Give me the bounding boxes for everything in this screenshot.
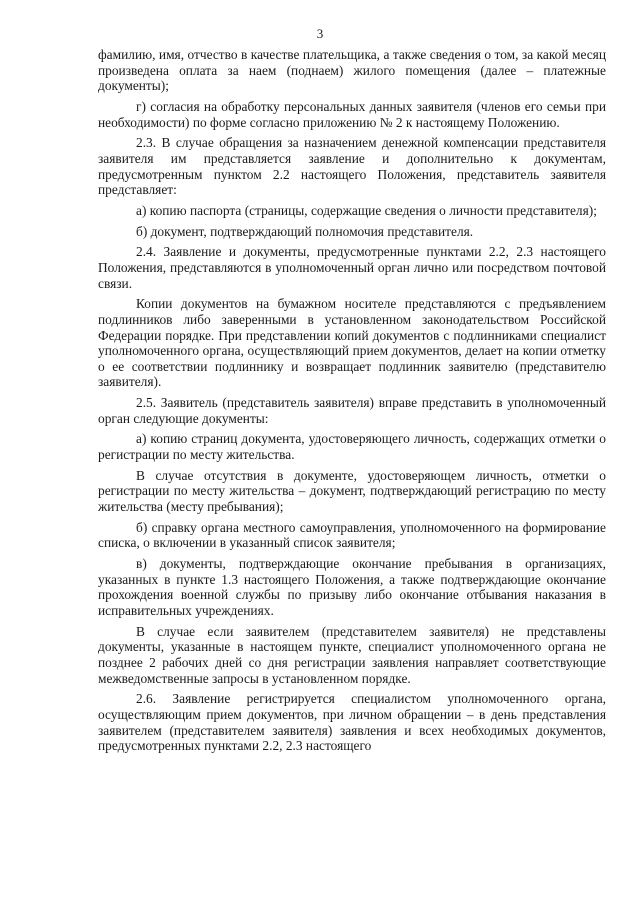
paragraph-2-5-a-absence: В случае отсутствия в документе, удостоверяющем личность, отметки о регистрации по месту жительства – документ, подтверждающий регистрацию по месту жительства (месту пребывания); — [98, 467, 606, 515]
paragraph-2-3-a: а) копию паспорта (страницы, содержащие сведения о личности представителя); — [136, 202, 597, 218]
paragraph-2-4-copies: Копии документов на бумажном носителе представляются с предъявлением подлинников либо заверенными в установленном законодательством Российской Федерации порядке. При представлении копий документов с подлинниками специалист уполномоченного органа, осуществляющий прием документов, делает на копии отметку о ее соответствии подлиннику и возвращает подлинник заявителю (представителю заявителя). — [98, 296, 606, 390]
paragraph-2-4: 2.4. Заявление и документы, предусмотренные пунктами 2.2, 2.3 настоящего Положения, представляются в уполномоченный орган лично или посредством почтовой связи. — [98, 244, 606, 291]
paragraph-2-5-a: а) копию страниц документа, удостоверяющего личность, содержащих отметки о регистрации по месту жительства. — [98, 431, 606, 463]
paragraph-2-5-v: в) документы, подтверждающие окончание пребывания в организациях, указанных в пункте 1.3 настоящего Положения, а также подтверждающие окончание прохождения военной службы по призыву либо окончание отбывания наказания в исправительных учреждениях. — [98, 556, 606, 618]
paragraph-2-5: 2.5. Заявитель (представитель заявителя) вправе представить в уполномоченный орган следующие документы: — [98, 395, 606, 426]
paragraph-2-6: 2.6. Заявление регистрируется специалистом уполномоченного органа, осуществляющим прием документов, при личном обращении – в день представления заявителем (представителем заявителя) заявления и всех необходимых документов, предусмотренных пунктами 2.2, 2.3 настоящего — [98, 691, 606, 754]
page-number: 3 — [316, 26, 324, 41]
paragraph-2-3: 2.3. В случае обращения за назначением денежной компенсации представителя заявителя им представляется заявление и дополнительно к документам, предусмотренным пунктом 2.2 настоящего Положения, представитель заявителя представляет: — [98, 135, 606, 198]
document-body — [98, 47, 606, 759]
paragraph-payment-documents-continued: фамилию, имя, отчество в качестве плательщика, а также сведения о том, за какой месяц произведена оплата за наем (поднаем) жилого помещения (далее – платежные документы); — [98, 47, 606, 94]
paragraph-2-5-b: б) справку органа местного самоуправления, уполномоченного на формирование списка, о включении в указанный список заявителя; — [98, 519, 606, 551]
paragraph-2-5-requests: В случае если заявителем (представителем заявителя) не представлены документы, указанные в настоящем пункте, специалист уполномоченного органа не позднее 2 рабочих дней со дня регистрации заявления направляет соответствующие межведомственные запросы в установленном порядке. — [98, 623, 606, 686]
paragraph-2-2-g-consent: г) согласия на обработку персональных данных заявителя (членов его семьи при необходимости) по форме согласно приложению № 2 к настоящему Положению. — [98, 98, 606, 130]
paragraph-2-3-b: б) документ, подтверждающий полномочия представителя. — [136, 223, 474, 239]
